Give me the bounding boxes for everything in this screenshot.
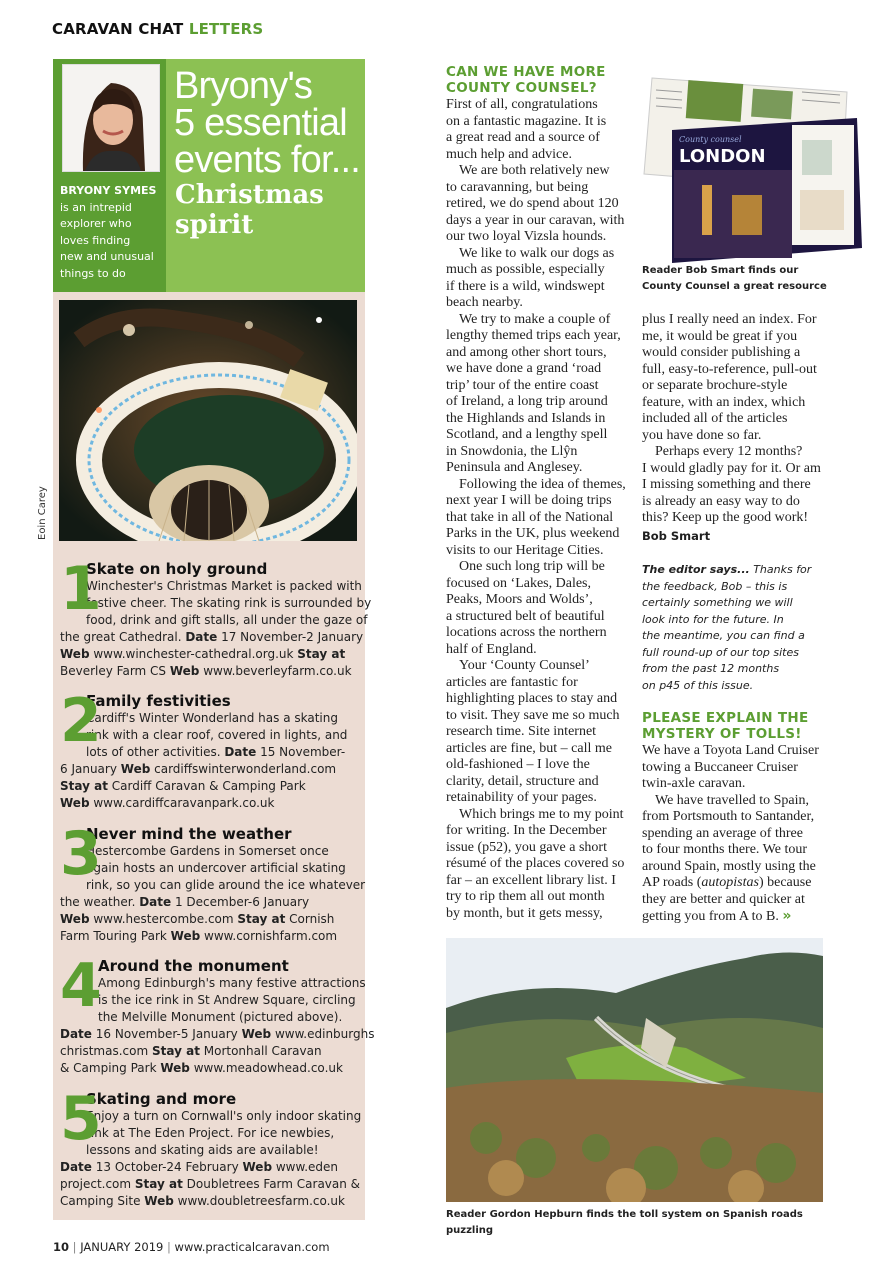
editor-lead: The editor says...: [642, 563, 750, 576]
text-line: Following the idea of themes,: [459, 476, 626, 492]
event-line: [60, 663, 360, 680]
photo-credit: Eoin Carey: [37, 486, 48, 540]
event-item: [60, 951, 375, 1077]
letter-column: [642, 312, 832, 527]
text-line: in Snowdonia, the Llŷn: [446, 443, 578, 459]
text-line: far – an excellent library list. I: [446, 872, 616, 888]
event-number: 2: [60, 686, 100, 756]
feature-title: [174, 65, 362, 181]
text-line: beach nearby.: [446, 295, 523, 310]
event-text: Among Edinburgh's many festive attractions: [98, 976, 366, 990]
event-text: www.winchester-cathedral.org.uk: [89, 647, 298, 661]
text-line: much as possible, especially: [446, 262, 605, 277]
event-line: [60, 778, 360, 795]
text-line: clarity, detail, structure and: [446, 773, 599, 789]
event-text: Camping Site: [60, 1194, 145, 1208]
text-line: to four months there. We tour: [642, 842, 808, 857]
text-line: included all of the articles: [642, 411, 788, 426]
section-name: CARAVAN CHAT: [52, 20, 184, 38]
event-text: rink with a clear roof, covered in lights, and: [86, 728, 348, 742]
event-line: [60, 646, 360, 663]
event-line: [60, 860, 360, 877]
text-line: old-fashioned – I love the: [446, 757, 590, 772]
text-line: highlighting places to stay and: [446, 691, 618, 706]
event-label: Date: [224, 745, 257, 759]
event-item: [60, 819, 366, 945]
text-part: ) because: [758, 875, 812, 890]
event-label: Stay at: [134, 1177, 183, 1191]
event-label: Web: [160, 1061, 190, 1075]
event-text: lessons and skating aids are available!: [86, 1143, 319, 1157]
event-text: rink at The Eden Project. For ice newbies,: [86, 1126, 335, 1140]
event-line: [60, 1026, 375, 1043]
editor-line: Thanks for: [753, 563, 812, 576]
event-text: rink, so you can glide around the ice whatever: [86, 878, 366, 892]
heading-line: COUNTY COUNSEL?: [446, 80, 597, 96]
text-line: if there is a wild, windswept: [446, 278, 605, 294]
separator: |: [72, 1240, 77, 1254]
event-text: www.doubletreesfarm.co.uk: [173, 1194, 345, 1208]
bio-line: explorer who: [60, 217, 132, 231]
event-text: Enjoy a turn on Cornwall's only indoor skating: [86, 1109, 362, 1123]
text-line: try to rip them all out month: [446, 889, 605, 904]
event-line: [60, 1009, 360, 1026]
section-sub: LETTERS: [188, 20, 264, 38]
footer-url: www.practicalcaravan.com: [174, 1240, 330, 1254]
section-header: [52, 20, 263, 38]
event-number: 3: [60, 819, 100, 889]
event-text: www.eden: [272, 1160, 339, 1174]
text-line: of Ireland, a long trip around: [446, 394, 608, 409]
text-line: that take in all of the National: [446, 509, 614, 525]
letter-column: [642, 743, 842, 875]
event-label: Web: [169, 664, 200, 678]
event-line: [60, 795, 360, 812]
text-line: Peaks, Moors and Wolds’,: [446, 592, 593, 607]
editor-line: on p45 of this issue.: [642, 678, 754, 692]
author-name: BRYONY SYMES: [60, 184, 157, 197]
event-label: Web: [144, 1194, 174, 1208]
text-line: Parks in the UK, plus weekend: [446, 526, 620, 541]
title-line: events for...: [174, 139, 361, 181]
event-text: Farm Touring Park: [60, 929, 171, 943]
text-line: We try to make a couple of: [459, 311, 611, 327]
signature-text: Bob Smart: [642, 529, 711, 543]
event-text: 13 October-24 February: [91, 1160, 243, 1174]
image-caption: [642, 263, 842, 295]
text-line: [642, 875, 842, 892]
text-line: [642, 908, 842, 926]
editor-reply: [642, 562, 832, 694]
event-line: [60, 761, 360, 778]
separator: |: [167, 1240, 171, 1254]
event-text: Winchester's Christmas Market is packed with: [86, 579, 362, 593]
text-line: the Highlands and Islands in: [446, 410, 606, 426]
event-text: www.cardiffcaravanpark.co.uk: [89, 796, 275, 810]
event-label: Stay at: [237, 912, 286, 926]
text-emphasis: autopistas: [701, 875, 759, 890]
letter-column: [446, 97, 636, 922]
event-label: Stay at: [60, 779, 108, 793]
event-label: Web: [60, 647, 90, 661]
event-text: www.beverleyfarm.co.uk: [199, 664, 352, 678]
subtitle-line: Christmas: [175, 180, 324, 210]
event-line: [60, 1043, 360, 1060]
event-title: Skate on holy ground: [86, 560, 268, 578]
event-text: festive cheer. The skating rink is surrounded by: [86, 596, 372, 610]
text-line: this? Keep up the good work!: [642, 510, 809, 525]
event-line: [60, 612, 368, 629]
text-line: half of England.: [446, 641, 537, 657]
text-line: We like to walk our dogs as: [459, 245, 615, 261]
text-line: First of all, congratulations: [446, 97, 598, 112]
text-line: twin-axle caravan.: [642, 776, 746, 791]
letter-heading: [446, 64, 636, 96]
event-label: Date: [60, 1027, 92, 1041]
event-label: Web: [242, 1160, 273, 1174]
page-footer: [53, 1240, 330, 1254]
event-label: Web: [60, 912, 90, 926]
event-number: 4: [60, 951, 100, 1021]
heading-line: MYSTERY OF TOLLS!: [642, 726, 802, 742]
spanish-road-photo: [446, 938, 823, 1202]
issue-date: JANUARY 2019: [80, 1240, 164, 1254]
event-number: 5: [60, 1084, 100, 1154]
event-label: Date: [139, 895, 172, 909]
editor-line: full round-up of our top sites: [642, 645, 799, 659]
event-text: cardiffswinterwonderland.com: [150, 762, 337, 776]
letter-signature: [642, 527, 710, 545]
event-text: www.cornishfarm.com: [200, 929, 338, 943]
text-part: AP roads (: [642, 875, 702, 890]
event-text: is the ice rink in St Andrew Square, circling: [98, 993, 356, 1007]
text-line: I would gladly pay for it. Or am: [642, 460, 821, 476]
text-line: by month, but it gets messy,: [446, 905, 603, 921]
text-line: to visit. They save me so much: [446, 707, 620, 723]
feature-subtitle: [175, 180, 363, 240]
event-line: [60, 629, 364, 646]
event-line: [60, 744, 360, 761]
event-label: Date: [60, 1160, 92, 1174]
text-line: articles are fine, but – call me: [446, 740, 612, 756]
page-number: 10: [53, 1240, 70, 1254]
bio-line: things to do: [60, 266, 126, 280]
text-line: issue (p52), you gave a short: [446, 839, 607, 855]
event-number: 1: [60, 554, 100, 624]
event-text: lots of other activities.: [86, 745, 225, 759]
event-line: [60, 877, 366, 894]
text-line: to caravanning, but being: [446, 179, 589, 195]
event-text: www.hestercombe.com: [89, 912, 238, 926]
text-line: a great read and a source of: [446, 130, 600, 145]
event-label: Web: [60, 796, 90, 810]
text-line: trip’ tour of the entire coast: [446, 377, 599, 393]
magazine-tag: County counsel: [679, 135, 742, 144]
event-text: 15 November-: [256, 745, 346, 759]
event-label: Web: [241, 1027, 272, 1041]
editor-line: the feedback, Bob – this is: [642, 579, 788, 593]
letter-column-end: [642, 875, 842, 926]
editor-line: certainly something we will: [642, 596, 793, 609]
heading-line: PLEASE EXPLAIN THE: [642, 710, 809, 726]
text-line: Peninsula and Anglesey.: [446, 460, 583, 475]
text-line: retainability of your pages.: [446, 790, 597, 805]
event-text: www.meadowhead.co.uk: [189, 1061, 343, 1075]
text-line: plus I really need an index. For: [642, 312, 817, 327]
event-label: Web: [170, 929, 201, 943]
text-line: they are better and quicker at: [642, 891, 805, 907]
event-line: [60, 911, 360, 928]
event-text: Mortonhall Caravan: [199, 1044, 322, 1058]
text-line: full, easy-to-reference, pull-out: [642, 361, 817, 377]
text-line: me, it would be great if you: [642, 328, 798, 344]
bio-line: loves finding: [60, 233, 131, 247]
event-line: [60, 843, 360, 860]
event-line: [60, 710, 360, 727]
event-line: [60, 975, 366, 992]
letter-heading: [642, 710, 842, 742]
text-line: We are both relatively new: [459, 163, 610, 178]
text-line: much help and advice.: [446, 146, 572, 162]
event-item: [60, 554, 372, 680]
event-line: [60, 1159, 360, 1176]
heading-line: CAN WE HAVE MORE: [446, 64, 606, 80]
text-line: Your ‘County Counsel’: [459, 658, 590, 673]
bio-line: new and unusual: [60, 250, 154, 264]
event-text: 17 November-2 January: [217, 630, 364, 644]
event-line: [60, 727, 360, 744]
event-line: [60, 1125, 360, 1142]
title-line: Bryony's: [174, 65, 313, 107]
event-text: & Camping Park: [60, 1061, 161, 1075]
event-text: Cardiff's Winter Wonderland has a skating: [86, 711, 338, 725]
editor-line: the meantime, you can find a: [642, 629, 805, 642]
event-item: [60, 686, 360, 812]
event-line: [60, 1193, 360, 1210]
text-line: around Spain, mostly using the: [642, 858, 816, 874]
magazine-title: LONDON: [679, 146, 766, 167]
text-part: getting you from A to B.: [642, 909, 779, 924]
event-item: [60, 1084, 362, 1210]
text-line: days a year in our caravan, with: [446, 212, 625, 228]
event-line: [60, 1108, 360, 1125]
event-text: food, drink and gift stalls, all under the gaze of: [86, 613, 368, 627]
continue-marker: »: [782, 908, 792, 924]
text-line: next year I will be doing trips: [446, 493, 612, 508]
text-line: or separate brochure-style: [642, 378, 788, 393]
subtitle-line: spirit: [175, 210, 254, 240]
event-text: project.com: [60, 1177, 135, 1191]
title-line: 5 essential: [174, 102, 347, 144]
ice-rink-photo: [59, 300, 357, 541]
event-text: 6 January: [60, 762, 121, 776]
text-line: locations across the northern: [446, 625, 607, 640]
text-line: focused on ‘Lakes, Dales,: [446, 575, 592, 591]
event-line: [60, 992, 360, 1009]
text-line: We have travelled to Spain,: [655, 792, 809, 808]
text-line: on a fantastic magazine. It is: [446, 113, 607, 129]
text-line: Which brings me to my point: [459, 806, 624, 822]
text-line: visits to our Heritage Cities.: [446, 542, 604, 558]
event-text: the Melville Monument (pictured above).: [98, 1010, 343, 1024]
text-line: We have a Toyota Land Cruiser: [642, 743, 819, 758]
event-text: 1 December-6 January: [171, 895, 310, 909]
event-line: [60, 1176, 360, 1193]
event-text: again hosts an undercover artificial skating: [86, 861, 346, 875]
text-line: spending an average of three: [642, 825, 803, 841]
magazine-spread-image: [642, 70, 864, 263]
event-label: Web: [120, 762, 151, 776]
text-line: lengthy themed trips each year,: [446, 328, 621, 343]
text-line: retired, we do spend about 120: [446, 196, 619, 211]
text-line: from Portsmouth to Santander,: [642, 809, 815, 824]
text-line: Perhaps every 12 months?: [655, 444, 803, 459]
caption-line: Reader Bob Smart finds our: [642, 265, 799, 276]
event-label: Stay at: [151, 1044, 200, 1058]
event-text: Beverley Farm CS: [60, 664, 170, 678]
event-text: Doubletrees Farm Caravan &: [182, 1177, 361, 1191]
event-label: Stay at: [297, 647, 346, 661]
text-line: for writing. In the December: [446, 823, 607, 838]
editor-line: from the past 12 months: [642, 662, 780, 675]
event-title: Never mind the weather: [86, 825, 292, 843]
bio-line: is an intrepid: [60, 200, 132, 214]
text-line: is already an easy way to do: [642, 493, 800, 509]
text-line: One such long trip will be: [459, 559, 605, 574]
event-line: [60, 928, 360, 945]
text-line: feature, with an index, which: [642, 394, 806, 410]
text-line: towing a Buccaneer Cruiser: [642, 759, 798, 775]
event-label: Date: [185, 630, 218, 644]
text-line: articles are fantastic for: [446, 674, 578, 690]
event-text: the weather.: [60, 895, 140, 909]
author-photo: [62, 64, 160, 172]
text-line: research time. Site internet: [446, 724, 597, 739]
event-title: Around the monument: [98, 957, 289, 975]
event-line: [60, 595, 372, 612]
event-title: Family festivities: [86, 692, 231, 710]
text-line: you have done so far.: [642, 427, 762, 443]
editor-line: look into for the future. In: [642, 612, 784, 626]
text-line: I missing something and there: [642, 477, 811, 492]
image-caption: Reader Gordon Hepburn finds the toll system on Spanish roads puzzling: [446, 1209, 803, 1236]
text-line: would consider publishing a: [642, 345, 801, 360]
event-line: [60, 894, 360, 911]
event-line: [60, 578, 360, 595]
event-text: www.edinburghs: [271, 1027, 375, 1041]
author-bio: [60, 183, 164, 283]
text-line: we have done a grand ‘road: [446, 361, 602, 376]
text-line: Scotland, and a lengthy spell: [446, 427, 608, 442]
event-text: the great Cathedral.: [60, 630, 186, 644]
text-line: our two loyal Vizsla hounds.: [446, 229, 607, 244]
event-text: Cornish: [285, 912, 335, 926]
event-title: Skating and more: [86, 1090, 237, 1108]
event-line: [60, 1142, 360, 1159]
event-text: Cardiff Caravan & Camping Park: [107, 779, 306, 793]
event-text: christmas.com: [60, 1044, 152, 1058]
text-line: and among other short tours,: [446, 344, 607, 360]
text-line: résumé of the places covered so: [446, 856, 625, 871]
caption-line: County Counsel a great resource: [642, 281, 827, 292]
event-line: [60, 1060, 360, 1077]
event-text: Hestercombe Gardens in Somerset once: [86, 844, 329, 858]
text-line: a structured belt of beautiful: [446, 608, 605, 624]
event-text: 16 November-5 January: [91, 1027, 242, 1041]
